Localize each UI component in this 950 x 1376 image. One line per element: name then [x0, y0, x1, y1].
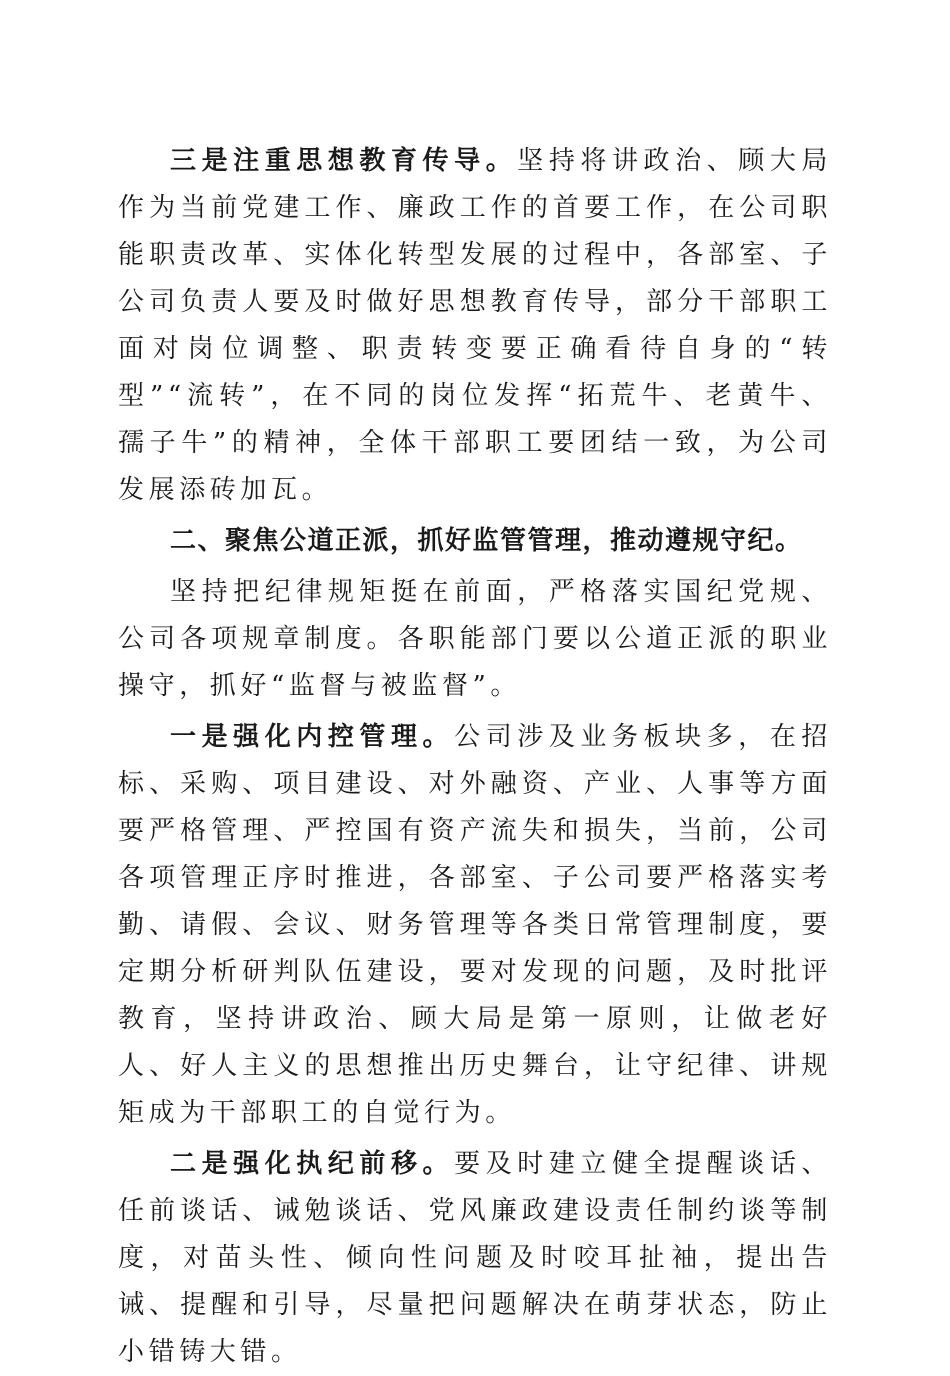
paragraph-text: 要及时建立健全提醒谈话、任前谈话、诫勉谈话、党风廉政建设责任制约谈等制度，对苗头性、倾向性问题及时咬耳扯袖，提出告诫、提醒和引导，尽量把问题解决在萌芽状态，防止小错铸大错。 — [118, 1149, 833, 1367]
paragraph-lead: 二是强化执纪前移。 — [170, 1149, 455, 1179]
section-heading: 二、聚焦公道正派，抓好监管管理，推动遵规守纪。 — [170, 526, 803, 556]
paragraph-text: 公司涉及业务板块多，在招标、采购、项目建设、对外融资、产业、人事等方面要严格管理、严控国有资产流失和损失，当前，公司各项管理正序时推进，各部室、子公司要严格落实考勤、请假、会议、财务管理等各类日常管理制度，要定期分析研判队伍建设，要对发现的问题，及时批评教育，坚持讲政治、顾大局是第一原则，让做老好人、好人主义的思想推出历史舞台，让守纪律、讲规矩成为干部职工的自觉行为。 — [118, 722, 833, 1128]
paragraph-text: 坚持把纪律规矩挺在前面，严格落实国纪党规、公司各项规章制度。各职能部门要以公道正派的职业操守，抓好“监督与被监督”。 — [118, 577, 832, 701]
paragraph-lead: 三是注重思想教育传导。 — [170, 146, 518, 176]
document-body — [118, 138, 832, 1376]
paragraph-thought-education — [118, 138, 832, 514]
paragraph-discipline-intro — [118, 569, 832, 710]
paragraph-text: 坚持将讲政治、顾大局作为当前党建工作、廉政工作的首要工作，在公司职能职责改革、实体化转型发展的过程中，各部室、子公司负责人要及时做好思想教育传导，部分干部职工面对岗位调整、职责转变要正确看待自身的“转型”“流转”，在不同的岗位发挥“拓荒牛、老黄牛、孺子牛”的精神，全体干部职工要团结一致，为公司发展添砖加瓦。 — [118, 146, 832, 505]
paragraph-discipline-forward — [118, 1141, 832, 1376]
paragraph-internal-control — [118, 714, 832, 1137]
paragraph-lead: 一是强化内控管理。 — [170, 722, 455, 752]
